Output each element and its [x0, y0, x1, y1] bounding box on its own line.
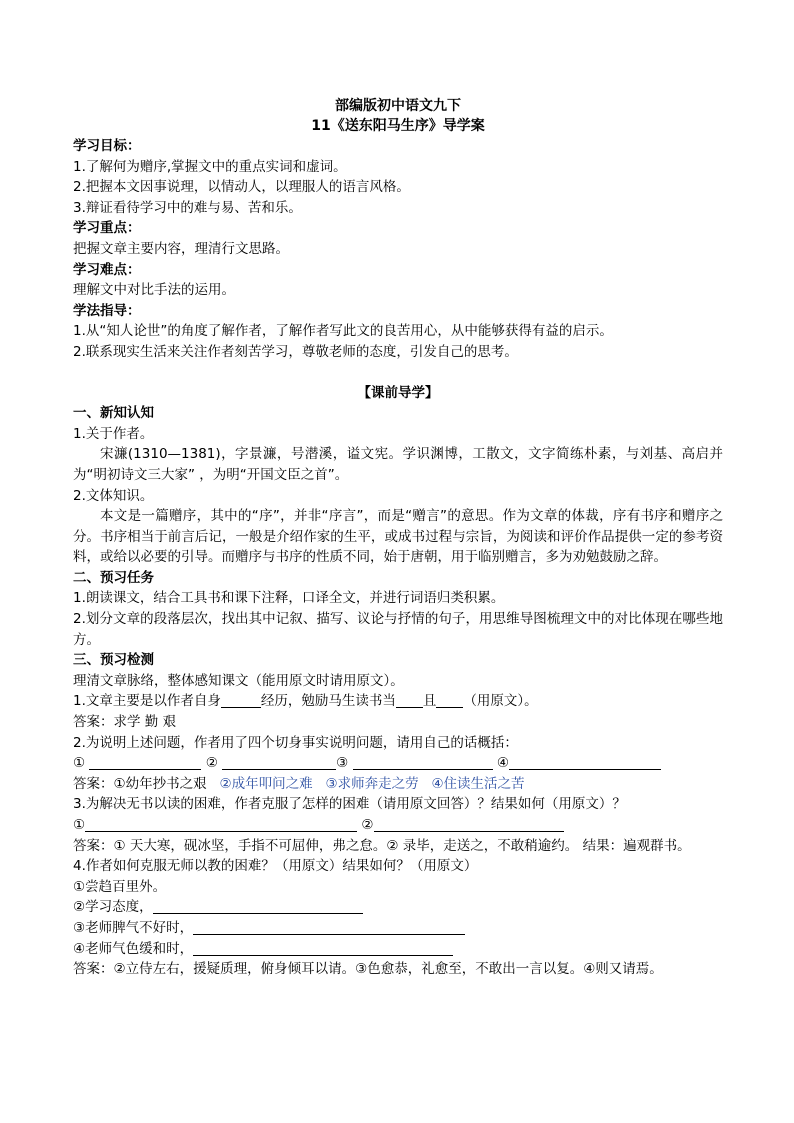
q4-item: ④老师气色缓和时， — [73, 940, 194, 957]
answer-2-item: ④住读生活之苦 — [431, 775, 525, 792]
worksheet-page — [73, 96, 723, 980]
preclass-heading: 【课前导学】 — [357, 384, 439, 401]
author-label: 1.关于作者。 — [73, 425, 154, 442]
q4-item: ②学习态度， — [73, 899, 153, 916]
method-heading: 学法指导： — [73, 302, 141, 319]
key-point-heading: 学习重点： — [73, 220, 141, 237]
q4-item: ③老师脾气不好时， — [73, 919, 194, 936]
q2-blank-1[interactable] — [89, 755, 201, 770]
author-paragraph: 宋濂(1310—1381)，字景濂，号潜溪，谥文宪。学识渊博，工散文，文字简练朴素，与刘基、高启并为“明初诗文三大家” ，为明“开国文臣之首”。 — [73, 446, 723, 483]
answer-2-label: 答案： — [73, 775, 114, 792]
q3-blank-1[interactable] — [85, 817, 357, 832]
q4-item-row — [73, 918, 723, 939]
answer-2-item: ①幼年抄书之艰 — [113, 775, 207, 792]
question-1 — [73, 691, 723, 712]
objective-item: 1.了解何为赠序,掌握文中的重点实词和虚词。 — [73, 158, 347, 175]
q1-blank-2[interactable] — [396, 693, 423, 708]
method-item: 1.从“知人论世”的角度了解作者，了解作者写此文的良苦用心，从中能够获得有益的启示。 — [73, 323, 613, 340]
key-point-text: 把握文章主要内容，理清行文思路。 — [73, 240, 289, 257]
answer-2 — [73, 774, 723, 795]
doc-title-line1: 部编版初中语文九下 — [335, 98, 461, 114]
objectives-heading: 学习目标： — [73, 138, 141, 154]
q1-part-a: 1.文章主要是以作者自身 — [73, 693, 221, 710]
check-intro: 理清文章脉络，整体感知课文（能用原文时请用原文）。 — [73, 672, 404, 689]
answer-4: 答案：②立侍左右，援疑质理，俯身倾耳以请。③色愈恭，礼愈至，不敢出一言以复。④则又请焉。 — [73, 961, 663, 978]
q3-marker: ② — [361, 817, 374, 833]
section3-heading: 三、预习检测 — [73, 652, 154, 669]
q4-item: ①尝趋百里外。 — [73, 878, 167, 895]
answer-2-item: ③求师奔走之劳 — [325, 775, 419, 792]
difficulty-heading: 学习难点： — [73, 261, 141, 278]
answer-3: 答案：① 天大寒，砚冰坚，手指不可屈伸，弗之怠。② 录毕，走送之，不敢稍逾约。 结果：遍观群书。 — [73, 837, 691, 854]
q4-item-row — [73, 939, 723, 960]
q2-blanks-row — [73, 753, 723, 774]
q1-part-d: （用原文）。 — [463, 693, 538, 710]
doc-title-line2: 11《送东阳马生序》导学案 — [311, 118, 485, 134]
q3-blank-2[interactable] — [374, 817, 564, 832]
q2-marker: ④ — [496, 755, 509, 772]
q4-blank-3[interactable] — [193, 920, 465, 935]
objective-item: 3.辩证看待学习中的难与易、苦和乐。 — [73, 199, 302, 216]
q3-blanks-row — [73, 815, 723, 836]
difficulty-text: 理解文中对比手法的运用。 — [73, 282, 235, 299]
q1-blank-3[interactable] — [436, 693, 463, 708]
question-4: 4.作者如何克服无师以教的困难？（用原文）结果如何？（用原文） — [73, 858, 478, 875]
answer-2-item: ②成年叩问之难 — [219, 775, 313, 792]
objective-item: 2.把握本文因事说理，以情动人，以理服人的语言风格。 — [73, 179, 410, 196]
answer-1: 答案：求学 勤 艰 — [73, 714, 177, 731]
q2-marker: ③ — [336, 755, 349, 772]
method-item: 2.联系现实生活来关注作者刻苦学习，尊敬老师的态度，引发自己的思考。 — [73, 343, 518, 360]
q2-marker: ② — [205, 755, 218, 772]
q2-blank-4[interactable] — [509, 755, 661, 770]
q4-blank-4[interactable] — [193, 941, 453, 956]
q4-blank-2[interactable] — [153, 899, 363, 914]
q2-blank-3[interactable] — [353, 755, 493, 770]
q1-blank-1[interactable] — [221, 693, 261, 708]
task-item: 1.朗读课文，结合工具书和课下注释，口译全文，并进行词语归类积累。 — [73, 590, 505, 607]
question-2: 2.为说明上述问题，作者用了四个切身事实说明问题，请用自己的话概括： — [73, 734, 518, 751]
q3-marker: ① — [73, 817, 86, 833]
q1-part-b: 经历，勉励马生读书当 — [260, 693, 396, 710]
section2-heading: 二、预习任务 — [73, 569, 154, 586]
task-item: 2.划分文章的段落层次，找出其中记叙、描写、议论与抒情的句子，用思维导图梳理文中的对比体现在哪些地方。 — [73, 611, 723, 648]
genre-label: 2.文体知识。 — [73, 487, 154, 504]
q1-part-c: 且 — [422, 693, 437, 710]
q2-blank-2[interactable] — [222, 755, 336, 770]
question-3: 3.为解决无书以读的困难，作者克服了怎样的困难（请用原文回答）？结果如何（用原文）？ — [73, 796, 626, 813]
q4-item-row — [73, 897, 723, 918]
q2-marker: ① — [73, 755, 86, 772]
section1-heading: 一、新知认知 — [73, 405, 154, 422]
genre-paragraph: 本文是一篇赠序，其中的“序”，并非“序言”，而是“赠言”的意思。作为文章的体裁，序有书序和赠序之分。书序相当于前言后记，一般是介绍作家的生平，或成书过程与宗旨，为阅读和评价作品提供一定的参考资料，或给以必要的引导。而赠序与书序的性质不同，始于唐朝，用于临别赠言，多为劝勉鼓励之辞。 — [73, 508, 723, 566]
